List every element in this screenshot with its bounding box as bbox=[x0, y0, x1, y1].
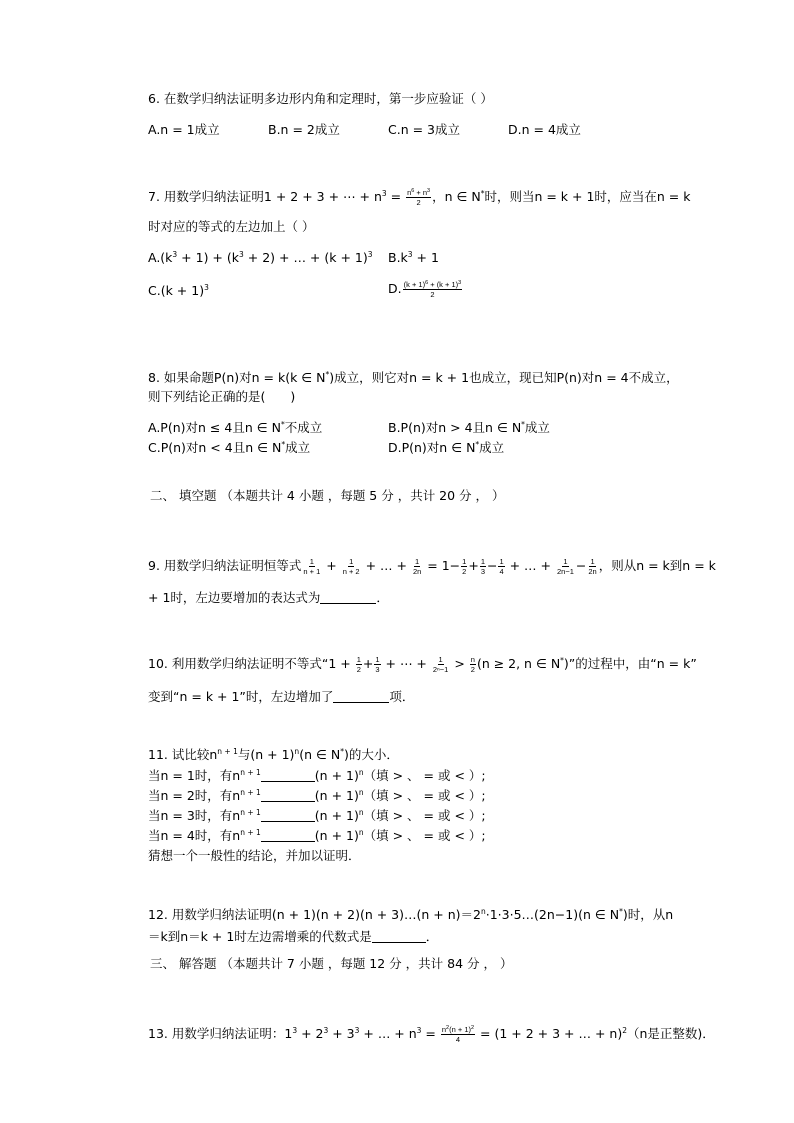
q9-frac-2 bbox=[342, 557, 361, 576]
q8-a-text1: A.P(n)对n ≤ 4且n ∈ N bbox=[148, 420, 281, 435]
q8-option-a bbox=[148, 419, 322, 437]
q12-sup-n: n bbox=[480, 907, 486, 916]
q7-option-c bbox=[148, 282, 209, 300]
q6-option-d: D.n = 4成立 bbox=[508, 122, 581, 137]
q7-option-a bbox=[148, 249, 373, 267]
q7-option-b bbox=[388, 249, 439, 267]
q10-f3-den: 2ⁿ−1 bbox=[432, 665, 449, 674]
q13-text-e: = (1 + 2 + 3 + … + n) bbox=[476, 1026, 623, 1041]
q9-g2-den: 3 bbox=[480, 567, 485, 576]
q11-row-1 bbox=[148, 767, 486, 785]
q9-frac-g2 bbox=[480, 557, 486, 576]
q11-row4-c: （填 > 、 = 或 < ）; bbox=[363, 828, 486, 843]
q13-sup-c: 3 bbox=[354, 1026, 360, 1035]
q11-row-3 bbox=[148, 807, 486, 825]
q11-conclusion: 猜想一个一般性的结论，并加以证明． bbox=[148, 848, 361, 863]
q7-d-num-b: + (k + 1) bbox=[428, 280, 459, 289]
q8-stem-line2: 则下列结论正确的是( ) bbox=[148, 389, 296, 404]
q10-f4-den: 2 bbox=[470, 665, 475, 674]
q13-text-b: + 2 bbox=[297, 1026, 324, 1041]
q7-d-den: 2 bbox=[430, 290, 435, 299]
q13-fraction bbox=[441, 1025, 475, 1044]
q10-f1-den: 2 bbox=[356, 665, 361, 674]
q13-num-b: (n + 1) bbox=[449, 1025, 471, 1034]
q8-a-star: * bbox=[280, 420, 285, 429]
q10-f2-num: 1 bbox=[375, 655, 380, 664]
q9-f1-num: 1 bbox=[309, 557, 314, 566]
q7-a-text1: A.(k bbox=[148, 250, 173, 265]
q10-text-b: (n ≥ 2, n ∈ N bbox=[476, 656, 561, 671]
q8-stem-line1 bbox=[148, 369, 679, 387]
q8-c-text2: 成立 bbox=[285, 440, 311, 455]
q9-text-a: 9. 用数学归纳法证明恒等式 bbox=[148, 558, 302, 573]
q11-row4-sup: n + 1 bbox=[240, 828, 261, 837]
q8-option-c bbox=[148, 439, 310, 457]
q11-row3-sup: n + 1 bbox=[240, 808, 261, 817]
q8-c-star: * bbox=[281, 440, 286, 449]
q7-frac-sup3: 3 bbox=[427, 188, 431, 194]
q9-g3-den: 4 bbox=[499, 567, 504, 576]
q7-star: * bbox=[480, 189, 485, 198]
q8-l1-a: 8. 如果命题P(n)对n = k(k ∈ N bbox=[148, 370, 326, 385]
q11-stem bbox=[148, 746, 399, 764]
q10-answer-blank[interactable] bbox=[333, 690, 389, 703]
section-fill-in-header: 二、 填空题 （本题共计 4 小题 ，每题 5 分 ，共计 20 分 ， ） bbox=[150, 488, 505, 503]
q12-text-b: ·1·3·5…(2n−1)(n ∈ N bbox=[485, 907, 620, 922]
q11-row1-sup: n + 1 bbox=[240, 768, 261, 777]
q11-row1-a: 当n = 1时，有n bbox=[148, 768, 241, 783]
q8-b-text2: 成立 bbox=[524, 420, 550, 435]
q8-c-text1: C.P(n)对n < 4且n ∈ N bbox=[148, 440, 282, 455]
q7-a-text2: + 1) + (k bbox=[177, 250, 239, 265]
q11-row2-sup2: n bbox=[358, 788, 364, 797]
q10-f2-den: 3 bbox=[375, 665, 380, 674]
q12-text-a: 12. 用数学归纳法证明(n + 1)(n + 2)(n + 3)…(n + n)＝2 bbox=[148, 907, 481, 922]
q9-g1-num: 1 bbox=[462, 557, 467, 566]
q9-f3-num: 1 bbox=[415, 557, 420, 566]
q13-sup-d: 3 bbox=[416, 1026, 422, 1035]
q7-b-sup: 3 bbox=[407, 250, 413, 259]
q10-gt: > bbox=[450, 656, 469, 671]
q11-row3-c: （填 > 、 = 或 < ）; bbox=[363, 808, 486, 823]
q11-star: * bbox=[340, 747, 344, 756]
q7-frac-den: 2 bbox=[416, 198, 421, 207]
q9-plus: + bbox=[322, 558, 341, 573]
q10-stem-line1: 10. 利用数学归纳法证明不等式“1 + $\frac{1}{2}$ + $\frac{1}{3}$ + ⋯ + $\frac{1}{\text{2ⁿ−1}}$ > $\frac{n}{2}$ (n ≥ 2, n ∈ N*)”的过程中，由“n = k” bbox=[148, 655, 697, 674]
q10-f1-num: 1 bbox=[356, 655, 361, 664]
q7-a-sup2: 3 bbox=[239, 250, 244, 259]
q9-line2-text: + 1时，左边要增加的表达式为 bbox=[148, 590, 321, 605]
q7-text-b: ，n ∈ N bbox=[432, 189, 481, 204]
q11-text-b: 与(n + 1) bbox=[237, 747, 295, 762]
q11-row2-b: (n + 1) bbox=[314, 788, 359, 803]
q6-option-a: A.n = 1成立 bbox=[148, 122, 220, 137]
q9-g3-num: 1 bbox=[499, 557, 504, 566]
q9-frac-g1 bbox=[461, 557, 467, 576]
section-answer-header: 三、 解答题 （本题共计 7 小题 ，每题 12 分 ，共计 84 分 ， ） bbox=[150, 956, 513, 971]
q7-a-sup3: 3 bbox=[367, 250, 373, 259]
q10-star: * bbox=[560, 656, 564, 665]
q11-row2-a: 当n = 2时，有n bbox=[148, 788, 241, 803]
q9-f1-den: n + 1 bbox=[303, 567, 321, 576]
q11-row4-sup2: n bbox=[358, 828, 364, 837]
q9-g1-den: 2 bbox=[462, 567, 467, 576]
q11-row2-sup: n + 1 bbox=[240, 788, 261, 797]
q12-answer-blank[interactable] bbox=[372, 930, 426, 943]
q8-a-text2: 不成立 bbox=[284, 420, 323, 435]
q9-frac-g5 bbox=[587, 557, 597, 576]
q12-star: * bbox=[619, 907, 623, 916]
q7-d-fraction bbox=[403, 280, 463, 299]
q8-d-text2: 成立 bbox=[479, 440, 505, 455]
q11-sup-n1: n + 1 bbox=[217, 747, 238, 756]
q10-frac-2 bbox=[374, 655, 380, 674]
q11-row4-a: 当n = 4时，有n bbox=[148, 828, 241, 843]
q13-sup-a: 3 bbox=[292, 1026, 298, 1035]
q10-frac-1 bbox=[356, 655, 362, 674]
q10-f4-num: n bbox=[470, 655, 475, 664]
q13-num-sup2a: 2 bbox=[446, 1025, 450, 1031]
q12-stem-line2 bbox=[148, 928, 438, 946]
q6-option-b: B.n = 2成立 bbox=[268, 122, 340, 137]
q10-stem-line2 bbox=[148, 688, 414, 706]
q11-row4-b: (n + 1) bbox=[314, 828, 359, 843]
q8-d-text1: D.P(n)对n ∈ N bbox=[388, 440, 476, 455]
q8-option-b bbox=[388, 419, 550, 437]
q9-answer-blank[interactable] bbox=[320, 591, 376, 604]
q11-row1-c: （填 > 、 = 或 < ）; bbox=[363, 768, 486, 783]
q10-frac-3 bbox=[432, 655, 449, 674]
q11-row4-blank[interactable] bbox=[261, 829, 315, 842]
q7-a-text3: + 2) + … + (k + 1) bbox=[243, 250, 368, 265]
q7-frac-num-b: + n bbox=[414, 188, 428, 197]
q11-row1-blank[interactable] bbox=[261, 769, 315, 782]
q8-d-star: * bbox=[475, 440, 480, 449]
q11-row3-a: 当n = 3时，有n bbox=[148, 808, 241, 823]
q7-frac-num-a: n bbox=[407, 188, 412, 197]
q9-f2-num: 1 bbox=[349, 557, 354, 566]
q13-den: 4 bbox=[455, 1035, 461, 1044]
q13-num-a: n bbox=[441, 1025, 447, 1034]
q7-eq: = bbox=[386, 189, 406, 204]
q13-text-f: （n是正整数)． bbox=[626, 1026, 715, 1041]
q9-g4-den: 2n−1 bbox=[556, 567, 574, 576]
q7-b-text1: B.k bbox=[388, 250, 408, 265]
q8-b-star: * bbox=[521, 420, 525, 429]
q9-eq: = 1− bbox=[423, 558, 461, 573]
q10-dots: + ⋯ + bbox=[381, 656, 431, 671]
q7-text-a: 7. 用数学归纳法证明1 + 2 + 3 + ⋯ + n bbox=[148, 189, 382, 204]
q13-text-c: + 3 bbox=[328, 1026, 355, 1041]
q12-line2-text: ＝k到n＝k + 1时左边需增乘的代数式是 bbox=[148, 929, 372, 944]
q9-text-b: ，则从n = k到n = k bbox=[598, 558, 716, 573]
q12-text-c: )时，从n bbox=[622, 907, 674, 922]
q13-sup-e: 2 bbox=[622, 1026, 627, 1035]
q7-d-label: D. bbox=[388, 281, 402, 296]
q7-d-sup6: 6 bbox=[425, 280, 429, 286]
q7-stem-line1 bbox=[148, 188, 691, 207]
q9-g5-num: 1 bbox=[590, 557, 595, 566]
q11-text-d: )的大小． bbox=[343, 747, 399, 762]
q7-option-d bbox=[388, 280, 463, 299]
q11-row1-sup2: n bbox=[358, 768, 364, 777]
q13-text-a: 13. 用数学归纳法证明：1 bbox=[148, 1026, 293, 1041]
q9-line2-end: ． bbox=[376, 590, 389, 605]
q7-d-num-a: (k + 1) bbox=[403, 280, 426, 289]
q13-sup-b: 3 bbox=[323, 1026, 329, 1035]
q9-g2-num: 1 bbox=[480, 557, 485, 566]
q11-row1-b: (n + 1) bbox=[314, 768, 359, 783]
q7-c-text: C.(k + 1) bbox=[148, 283, 205, 298]
q9-f3-den: 2n bbox=[412, 567, 422, 576]
q7-d-sup3: 3 bbox=[458, 280, 462, 286]
q8-l1-b: )成立，则它对n = k + 1也成立，现已知P(n)对n = 4不成立， bbox=[329, 370, 679, 385]
q11-row2-blank[interactable] bbox=[261, 789, 315, 802]
q10-f3-num: 1 bbox=[438, 655, 443, 664]
q13-stem bbox=[148, 1025, 715, 1044]
q9-g5-den: 2n bbox=[588, 567, 597, 576]
q9-frac-3 bbox=[412, 557, 422, 576]
q6-option-c: C.n = 3成立 bbox=[388, 122, 460, 137]
q10-text-c: )”的过程中，由“n = k” bbox=[563, 656, 697, 671]
q9-dots: + … + bbox=[361, 558, 411, 573]
q6-stem: 6. 在数学归纳法证明多边形内角和定理时，第一步应验证（ ） bbox=[148, 91, 493, 106]
q9-f2-den: n + 2 bbox=[342, 567, 360, 576]
q13-text-d: + … + n bbox=[359, 1026, 417, 1041]
q11-row3-sup2: n bbox=[358, 808, 364, 817]
q11-row-4 bbox=[148, 827, 486, 845]
q9-frac-g3 bbox=[498, 557, 504, 576]
q11-row3-b: (n + 1) bbox=[314, 808, 359, 823]
q9-frac-1 bbox=[302, 557, 321, 576]
q7-b-text2: + 1 bbox=[412, 250, 439, 265]
q11-row2-c: （填 > 、 = 或 < ）; bbox=[363, 788, 486, 803]
q10-line2-text: 变到“n = k + 1”时，左边增加了 bbox=[148, 689, 334, 704]
q11-text-c: (n ∈ N bbox=[299, 747, 341, 762]
q9-g4-num: 1 bbox=[563, 557, 568, 566]
q7-frac-sup6: 6 bbox=[411, 188, 415, 194]
q10-text-a: 10. 利用数学归纳法证明不等式“1 + bbox=[148, 656, 355, 671]
q11-sup-n: n bbox=[294, 747, 300, 756]
q10-frac-4 bbox=[470, 655, 476, 674]
q9-stem-line2 bbox=[148, 589, 389, 607]
q11-row3-blank[interactable] bbox=[261, 809, 315, 822]
q8-star: * bbox=[325, 370, 330, 379]
q9-stem-line1: 9. 用数学归纳法证明恒等式 $\frac{1}{n + 1}$ + $\frac{1}{n + 2}$ + … + $\frac{1}{2n}$ = 1− $\frac{1}{2}$ + $\frac{1}{3}$ − $\frac{1}{4}$ + … + $\frac{1}{2n-1}$ − $\frac{1}{2n}$ ，则从n = k到n = k bbox=[148, 557, 716, 576]
q7-sup3: 3 bbox=[381, 189, 387, 198]
q7-stem-line2: 时对应的等式的左边加上（ ） bbox=[148, 219, 315, 234]
q11-row-2 bbox=[148, 787, 486, 805]
q9-frac-g4 bbox=[556, 557, 575, 576]
q7-a-sup1: 3 bbox=[172, 250, 178, 259]
q11-text-a: 11. 试比较n bbox=[148, 747, 218, 762]
q10-line2-end: 项． bbox=[389, 689, 415, 704]
q13-eq: = bbox=[421, 1026, 440, 1041]
q12-stem-line1 bbox=[148, 906, 673, 924]
q12-line2-end: ． bbox=[425, 929, 439, 944]
q13-num-sup2b: 2 bbox=[471, 1025, 475, 1031]
q7-c-sup: 3 bbox=[204, 283, 209, 292]
q8-b-text1: B.P(n)对n > 4且n ∈ N bbox=[388, 420, 522, 435]
q7-fraction bbox=[406, 188, 431, 207]
q7-text-c: 时，则当n = k + 1时，应当在n = k bbox=[484, 189, 691, 204]
q8-option-d bbox=[388, 439, 504, 457]
